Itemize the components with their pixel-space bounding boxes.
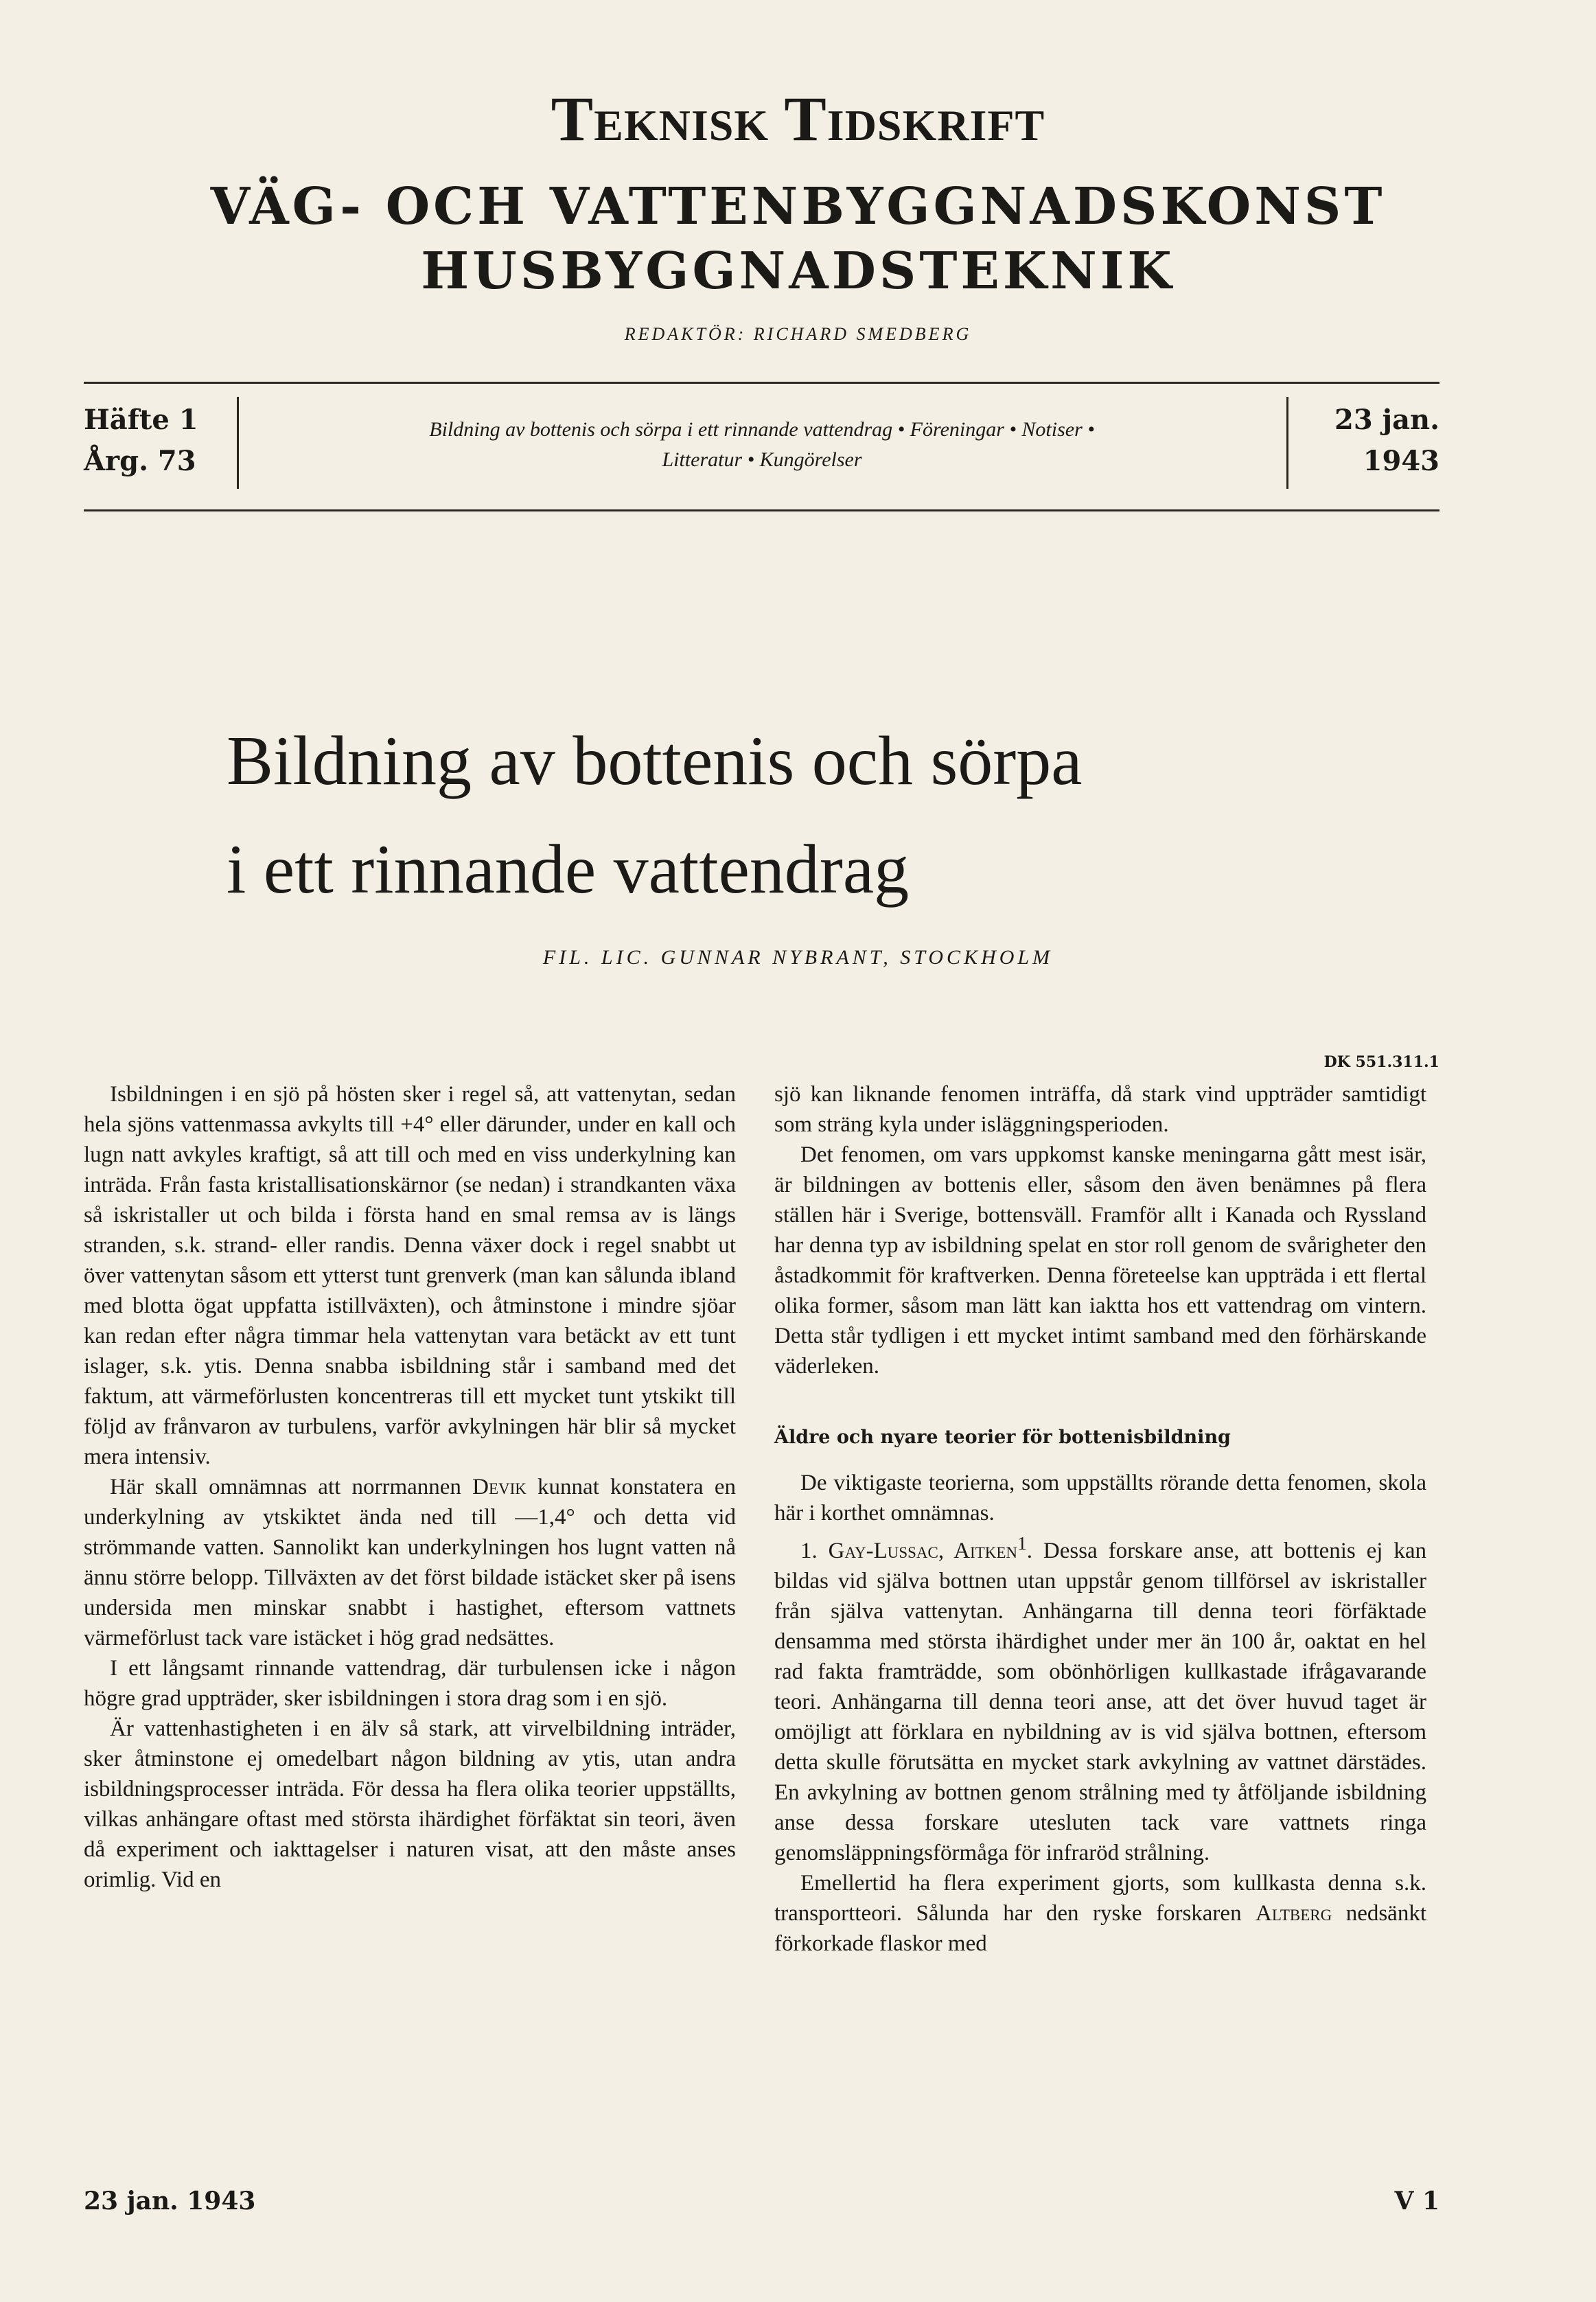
left-column: [84, 1079, 736, 1895]
article-title-line-2: i ett rinnande vattendrag: [227, 831, 910, 908]
article-byline: FIL. LIC. GUNNAR NYBRANT, STOCKHOLM: [542, 946, 1054, 969]
issue-info: [84, 400, 228, 482]
author-name: Devik: [472, 1475, 527, 1499]
section-title-line-2: HUSBYGGNADSTEKNIK: [421, 242, 1175, 301]
issue-date-day: 23 jan.: [1334, 404, 1439, 436]
section-title-line-1: VÄG- OCH VATTENBYGGNADSKONST: [210, 177, 1386, 236]
masthead-top-rule: [84, 382, 1439, 384]
paragraph: Här skall omnämnas att norrmannen Devik kunnat konstatera en underkylning av ytskiktet ända ned till —1,4° och detta vid strömmande vatten. Sannolikt kan underkylningen hos lugnt vatten nå ännu större belopp. Tillväxten av det först bildade istäcket sker på isens undersida men minskar snabbt i hastighet, eftersom vattnets värmeförlust tack vare istäcket i hög grad nedsättes.: [84, 1475, 736, 1650]
issue-divider-right: [1286, 397, 1288, 489]
page-number: V 1: [1394, 2187, 1439, 2215]
volume-number: Årg. 73: [84, 445, 196, 477]
contents-line-2: Litteratur • Kungörelser: [662, 448, 862, 471]
footnote-marker: 1: [1017, 1532, 1027, 1554]
paragraph: sjö kan liknande fenomen inträffa, då stark vind uppträder samtidigt som sträng kyla under isläggningsperioden.: [774, 1082, 1426, 1137]
author-names: Gay-Lussac, Aitken: [828, 1539, 1018, 1563]
author-name: Altberg: [1256, 1901, 1332, 1926]
journal-title: Teknisk Tidskrift: [551, 84, 1045, 154]
subheading: Äldre och nyare teorier för bottenisbildning: [774, 1427, 1231, 1448]
paragraph: Det fenomen, om vars uppkomst kanske meningarna gått mest isär, är bildningen av bottenis eller, såsom den även benämnes på flera ställen här i Sverige, bottensväll. Framför allt i Kanada och Ryssland har denna typ av isbildning spelat en stor roll genom de svårigheter den åstadkommit för kraftverken. Denna företeelse kan uppträda i ett flertal olika former, såsom man lätt kan iaktta hos ett vattendrag om vintern. Detta står tydligen i ett mycket intimt samband med den förhärskande väderleken.: [774, 1142, 1426, 1379]
paragraph: Isbildningen i en sjö på hösten sker i regel så, att vattenytan, sedan hela sjöns vattenmassa avkylts till +4° eller därunder, under en kall och lugn natt avkyles kraftigt, så att till och med en viss underkylning kan inträda. Från fasta kristallisationskärnor (se nedan) i strandkanten växa så iskristaller ut och bilda i första hand en smal remsa av is längs stranden, s.k. strand- eller randis. Denna växer dock i regel snabbt ut över vattenytan såsom ett ytterst tunt grenverk (man kan sålunda ibland med blotta ögat uppfatta istillväxten), och åtminstone i mindre sjöar kan redan efter några timmar hela vattenytan vara betäckt av ett tunt islager, s.k. ytis. Denna snabba isbildning står i samband med det faktum, att värmeförlusten koncentreras till ett mycket tunt ytskikt till följd av frånvaron av turbulens, varför avkylningen här blir så mycket mera intensiv.: [84, 1082, 736, 1469]
article-title: [227, 707, 1393, 924]
table-of-contents: [247, 415, 1277, 475]
classification-code: DK 551.311.1: [1323, 1053, 1439, 1071]
paragraph: I ett långsamt rinnande vattendrag, där turbulensen icke i någon högre grad uppträder, sker isbildningen i stora drag som i en sjö.: [84, 1656, 736, 1711]
issue-number: Häfte 1: [84, 404, 198, 436]
paragraph: 1. Gay-Lussac, Aitken$^1$. Dessa forskare anse, att bottenis ej kan bildas vid själva bottnen utan uppstår genom tillförsel av iskristaller från själva vattenytan. Anhängarna till denna teori förfäktade densamma med största ihärdighet under mer än 100 år, oaktat en hel rad fakta framträdde, som obönhörligen kullkastade ifrågavarande teori. Anhängarna till denna teori anse, att det över huvud taget är omöjligt att förklara en nybildning av is vid själva bottnen, eftersom detta skulle förutsätta en mycket stark avkylning av vattnet därstädes. En avkylning av bottnen genom strålning med ty åtföljande isbildning anse dessa forskare utesluten tack vare vattnets ringa genomsläppningsförmåga för infraröd strålning.: [774, 1532, 1427, 1865]
contents-line-1: Bildning av bottenis och sörpa i ett rinnande vattendrag • Föreningar • Notiser •: [429, 418, 1095, 441]
paragraph: Är vattenhastigheten i en älv så stark, att virvelbildning inträder, sker åtminstone ej omedelbart någon bildning av ytis, utan andra isbildningsprocesser inträda. För dessa ha flera olika teorier uppställts, vilkas anhängare oftast med största ihärdighet förfäktat sin teori, även då experiment och iakttagelser i naturen visat, att den måste anses orimlig. Vid en: [84, 1716, 736, 1892]
right-column: [774, 1079, 1426, 1959]
paragraph: Emellertid ha flera experiment gjorts, som kullkasta denna s.k. transportteori. Sålunda har den ryske forskaren Altberg nedsänkt förkorkade flaskor med: [774, 1871, 1426, 1956]
masthead-bottom-rule: [84, 509, 1439, 511]
editor-line: REDAKTÖR: RICHARD SMEDBERG: [624, 324, 972, 344]
issue-date: [1297, 400, 1439, 482]
paragraph: De viktigaste teorierna, som uppställts rörande detta fenomen, skola här i korthet omnämnas.: [774, 1471, 1426, 1526]
issue-date-year: 1943: [1363, 445, 1439, 477]
article-title-line-1: Bildning av bottenis och sörpa: [227, 722, 1083, 800]
issue-divider-left: [237, 397, 239, 489]
footer-date: 23 jan. 1943: [84, 2187, 256, 2215]
